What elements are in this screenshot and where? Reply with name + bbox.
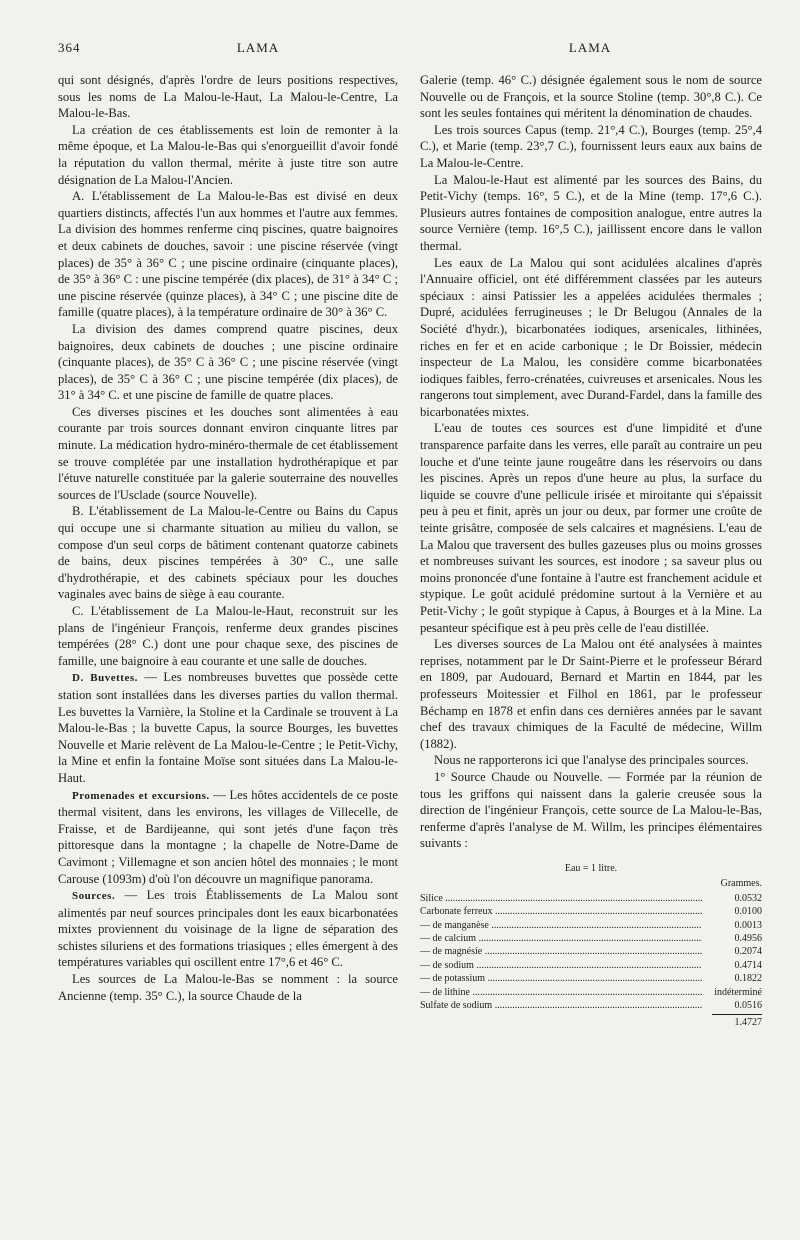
row-label: — de manganèse ..... — [420, 919, 702, 932]
paragraph-text: La Malou-le-Haut est alimenté par les sources des Bains, du Petit-Vichy (temps. 16°, 5 C.), et de la Mine (temp. 17°,6 C.). Plusieurs autres fontaines de composition analogue, entre autres la source Vernière (temp. 16°,5 C.), jaillissent encore dans le vallon thermal. — [420, 172, 762, 253]
paragraph — [58, 787, 398, 888]
paragraph — [420, 255, 762, 421]
paragraph-text: — Les trois Établissements de La Malou sont alimentés par neuf sources principales dont les eaux bicarbonatées mixtes proviennent du voisinage de la ligne de séparation des schistes siluriens et des formations triasiques ; elles émergent à des températures variables qui oscillent entre 17°,6 et 46° C. — [58, 888, 398, 970]
analysis-table — [420, 862, 762, 1030]
table-row — [420, 986, 762, 999]
paragraph — [420, 122, 762, 172]
paragraph-text: Les eaux de La Malou qui sont acidulées alcalines d'après l'Annuaire officiel, ont été différemment classées par les auteurs spéciaux : ainsi Patissier les a appelées acidulées thermales ; Dupré, acidulées ferrugineuses ; le Dr Belugou (Annales de la Société d'hydr.), bicarbonatées iodiques, arsenicales, lithinées, riches en fer et en acide carbonique ; le Dr Boissier, médecin inspecteur de La Malou, les considère comme bicarbonatées iodiques faibles, ferro-crénatées, cuivreuses et arsenicales. Nous les rangerons tout simplement, avec Durand-Fardel, dans la famille des bicarbonatées mixtes. — [420, 255, 762, 419]
paragraph — [420, 72, 762, 122]
paragraph-text: Les diverses sources de La Malou ont été analysées à maintes reprises, notamment par le Dr Saint-Pierre et le professeur Bérard en 1809, par Audouard, Bernard et Martin en 1844, par les professeurs Moitessier et Filhol en 1861, par le professeur Béchamp en 1878 et enfin dans ces dernières années par le savant chef des travaux chimiques de la Faculté de médecine, Willm (1882). — [420, 637, 762, 751]
paragraph — [58, 188, 398, 321]
paragraph-text: L'eau de toutes ces sources est d'une limpidité et d'une transparence parfaite dans les verres, elle paraît au contraire un peu louche et d'une teinte jaune rougeâtre dans les réservoirs ou dans les piscines. Après un repos d'une heure au plus, la surface du liquide se couvre d'une pellicule irisée et miroitante qui s'épaissit peu à peu et finit, après un jour ou deux, par former une croûte de teinte grisâtre, composée de sels calcaires et magnésiens. L'eau de La Malou que traversent des bulles gazeuses plus ou moins grosses et nombreuses suivant les sources, est inodore ; sa saveur plus ou moins prononcée d'une fontaine à l'autre est franchement acidule et stypique. Le goût acidulé prédomine surtout à la Vernière et au Petit-Vichy ; le goût stypique à Capus, à Bourges et à la Mine. La pesanteur spécifique est à peu près celle de l'eau distillée. — [420, 421, 762, 635]
paragraph-text: Ces diverses piscines et les douches sont alimentées à eau courante par trois sources donnant environ cinquante litres par minute. La médication hydro-minéro-thermale de cet établissement se trouve complétée par une installation hydrothérapique et par l'étuve naturelle constituée par la galerie souterraine des nouvelles sources de l'Usclade (source Nouvelle). — [58, 404, 398, 502]
table-total-value: 1.4727 — [712, 1014, 762, 1029]
paragraph-text: — Les nombreuses buvettes que possède cette station sont installées dans les diverses parties du vallon thermal. Les buvettes la Varnière, la Stoline et la Cardinale se trouvent à La Malou-le-Bas ; la buvette Capus, la source Bourges, les buvettes Nouvelle et Marie relèvent de La Malou-le-Centre ; le Petit-Vichy, la Mine et enfin la fontaine Moïse sont situées dans La Malou-le-Haut. — [58, 670, 398, 785]
paragraph-text: Nous ne rapporterons ici que l'analyse des principales sources. — [434, 753, 749, 768]
paragraph-lead: Sources. — [72, 890, 116, 903]
table-unit: Grammes. — [720, 878, 762, 890]
paragraph-text: 1° Source Chaude ou Nouvelle. — Formée par la réunion de tous les griffons qui naissent dans la galerie creusée sous la direction de l'ingénieur François, cette source de La Malou-le-Bas, renferme d'après l'analyse de M. Willm, les principes élémentaires suivants : — [420, 769, 762, 851]
table-total — [420, 1014, 762, 1029]
row-label: Carbonate ferreux ..... — [420, 905, 702, 918]
table-row — [420, 905, 762, 918]
running-title-right: LAMA — [568, 40, 612, 55]
paragraph — [58, 669, 398, 786]
paragraph-lead: Promenades et excursions. — [72, 789, 210, 802]
paragraph — [420, 172, 762, 255]
paragraph-text: La création de ces établissements est loin de remonter à la même époque, et La Malou-le-Bas qui s'enorgueillit d'avoir fondé la réputation du vallon thermal, mérite à juste titre son autre désignation de La Malou-l'Ancien. — [58, 122, 398, 187]
right-column — [420, 72, 762, 1030]
row-label: Sulfate de sodium ..... — [420, 999, 702, 1012]
table-caption: Eau = 1 litre. — [564, 862, 618, 874]
row-label: — de calcium ..... — [420, 932, 702, 945]
row-label: — de sodium ..... — [420, 959, 702, 972]
paragraph-text: A. L'établissement de La Malou-le-Bas est divisé en deux quartiers distincts, affectés l'un aux hommes et l'autre aux femmes. La division des hommes renferme cinq piscines, quatre baignoires et deux cabinets de douches, savoir : une piscine réservée (vingt places) de 35° à 36° C ; une piscine ordinaire (cinquante places), de 35° à 36° C : une piscine tempérée (dix places), de 31° à 34° C ; une piscine réservée (quinze places), à 34° C ; une piscine dite de famille (quatre places), à la température ordinaire de 30° à 36° C. — [58, 189, 398, 320]
table-row — [420, 892, 762, 905]
table-row — [420, 919, 762, 932]
running-header — [58, 40, 762, 64]
paragraph-text: La division des dames comprend quatre piscines, deux baignoires, deux cabinets de douches ; une piscine ordinaire (cinquante places), de 35° C à 36° C ; une piscine réservée (vingt places), de 35° C à 36° C ; une piscine tempérée (dix places), de 31° à 34° C. et une piscine de famille de quatre places. — [58, 321, 398, 403]
paragraph — [58, 503, 398, 603]
row-value: 0.4714 — [734, 959, 762, 971]
paragraph — [420, 636, 762, 752]
paragraph-text: B. L'établissement de La Malou-le-Centre ou Bains du Capus qui occupe une si charmante situation au milieu du vallon, se compose d'un seul corps de bâtiment contenant quatorze cabinets de bains, deux piscines tempérées à 30° C., une salle d'hydrothérapie, et des cabinets spéciaux pour les douches vaginales avec bains de siège à eau courante. — [58, 504, 398, 602]
paragraph — [420, 752, 762, 769]
table-row — [420, 959, 762, 972]
row-value: indéterminé — [714, 986, 762, 998]
row-value: 0.0516 — [734, 999, 762, 1011]
paragraph — [420, 769, 762, 852]
row-value: 0.0100 — [734, 906, 762, 918]
paragraph — [58, 603, 398, 669]
row-value: 0.1822 — [734, 973, 762, 985]
page-number: 364 — [58, 40, 81, 55]
row-value: 0.4956 — [734, 932, 762, 944]
row-label: Silice ..... — [420, 892, 702, 905]
paragraph-text: Galerie (temp. 46° C.) désignée également sous le nom de source Nouvelle ou de François, et la source Stoline (temp. 30°,8 C.). Ce sont les seules fontaines qui méritent la dénomination de chaudes. — [420, 73, 762, 121]
paragraph-text: — Les hôtes accidentels de ce poste thermal visitent, dans les environs, les villages de Villecelle, de Fraisse, et de Bardijeanne, qui sont jetés d'une façon très pittoresque dans la montagne ; la chapelle de Notre-Dame de Cavimont ; Villemagne et son ancien hôtel des monnaies ; le mont Carouse (1093m) d'où l'on découvre un magnifique panorama. — [58, 787, 398, 886]
table-row — [420, 945, 762, 958]
paragraph — [58, 72, 398, 122]
paragraph-text: C. L'établissement de La Malou-le-Haut, reconstruit sur les plans de l'ingénieur François, renferme deux grandes piscines tempérées (28° C.) dont une pour chaque sexe, des piscines de famille, une baignoire à eau courante et une salle de douches. — [58, 604, 398, 668]
paragraph-lead: D. Buvettes. — [72, 672, 138, 685]
running-title-left: LAMA — [236, 40, 280, 55]
paragraph — [58, 122, 398, 188]
paragraph — [58, 321, 398, 404]
paragraph — [58, 971, 398, 1004]
row-label: — de magnésie ..... — [420, 945, 702, 958]
table-row — [420, 972, 762, 985]
paragraph — [420, 420, 762, 636]
paragraph-text: qui sont désignés, d'après l'ordre de leurs positions respectives, sous les noms de La Malou-le-Haut, La Malou-le-Centre, La Malou-le-Bas. — [58, 73, 398, 121]
paragraph — [58, 404, 398, 504]
table-row — [420, 999, 762, 1012]
table-row — [420, 932, 762, 945]
row-value: 0.0013 — [734, 919, 762, 931]
paragraph-text: Les trois sources Capus (temp. 21°,4 C.), Bourges (temp. 25°,4 C.), et Marie (temp. 23°,7 C.), fournissent leurs eaux aux bains de La Malou-le-Centre. — [420, 122, 762, 170]
row-value: 0.0532 — [734, 892, 762, 904]
paragraph-text: Les sources de La Malou-le-Bas se nomment : la source Ancienne (temp. 35° C.), la source Chaude de la — [58, 972, 398, 1003]
row-value: 0.2074 — [734, 946, 762, 958]
row-label: — de lithine ..... — [420, 986, 702, 999]
row-label: — de potassium ..... — [420, 972, 702, 985]
text-columns — [58, 72, 762, 1030]
left-column — [58, 72, 398, 1030]
paragraph — [58, 887, 398, 971]
